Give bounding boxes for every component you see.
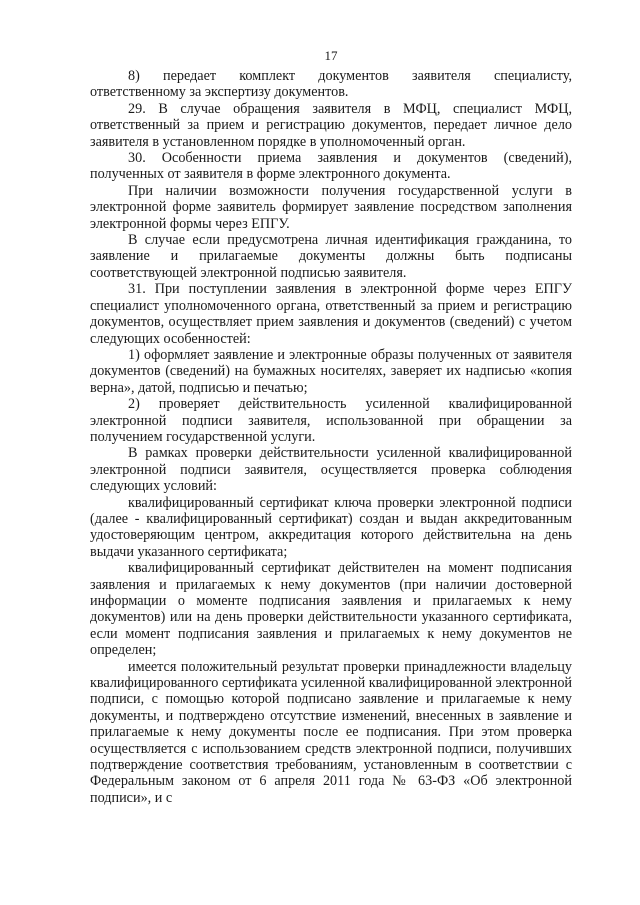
paragraph-subitem-1: 1) оформляет заявление и электронные образы полученных от заявителя документов (сведений) на бумажных носителях, заверяет их надписью «копия верна», датой, подписью и печатью; bbox=[90, 346, 572, 396]
paragraph-condition-positive-result: имеется положительный результат проверки принадлежности владельцу квалифицированного сертификата усиленной квалифицированной электронной подписи, с помощью которой подписано заявление и прилагаемые к нему документы, и подтверждено отсутствие изменений, внесенных в заявление и прилагаемые к нему документы после ее подписания. При этом проверка осуществляется с использованием средств электронной подписи, получивших подтверждение соответствия требованиям, установленным в соответствии с Федеральным законом от 6 апреля 2011 года № 63-ФЗ «Об электронной подписи», и с bbox=[90, 658, 572, 806]
paragraph-subitem-2: 2) проверяет действительность усиленной квалифицированной электронной подписи заявителя, использованной при обращении за получением государственной услуги. bbox=[90, 396, 572, 445]
paragraph-clause-29: 29. В случае обращения заявителя в МФЦ, специалист МФЦ, ответственный за прием и регистрацию документов, передает личное дело заявителя в установленном порядке в уполномоченный орган. bbox=[90, 100, 572, 150]
paragraph-identification: В случае если предусмотрена личная идентификация гражданина, то заявление и прилагаемые документы должны быть подписаны соответствующей электронной подписью заявителя. bbox=[90, 232, 572, 281]
paragraph-verification-conditions: В рамках проверки действительности усиленной квалифицированной электронной подписи заявителя, осуществляется проверка соблюдения следующих условий: bbox=[90, 445, 572, 495]
paragraph-item-8: 8) передает комплект документов заявителя специалисту, ответственному за экспертизу документов. bbox=[90, 68, 572, 101]
paragraph-condition-certificate-issued: квалифицированный сертификат ключа проверки электронной подписи (далее - квалифицированный сертификат) создан и выдан аккредитованным удостоверяющим центром, аккредитация которого действительна на день выдачи указанного сертификата; bbox=[90, 494, 572, 560]
page-number: 17 bbox=[324, 48, 338, 63]
paragraph-electronic-form: При наличии возможности получения государственной услуги в электронной форме заявитель формирует заявление посредством заполнения электронной формы через ЕПГУ. bbox=[90, 182, 572, 232]
paragraph-condition-certificate-valid: квалифицированный сертификат действителен на момент подписания заявления и прилагаемых к нему документов (при наличии достоверной информации о моменте подписания заявления и прилагаемых к нему документов) или на день проверки действительности указанного сертификата, если момент подписания заявления и прилагаемых к нему документов не определен; bbox=[90, 560, 572, 659]
paragraph-clause-31: 31. При поступлении заявления в электронной форме через ЕПГУ специалист уполномоченного органа, ответственный за прием и регистрацию документов, осуществляет прием заявления и документов (сведений) с учетом следующих особенностей: bbox=[90, 281, 572, 347]
paragraph-clause-30: 30. Особенности приема заявления и документов (сведений), полученных от заявителя в форме электронного документа. bbox=[90, 150, 572, 183]
